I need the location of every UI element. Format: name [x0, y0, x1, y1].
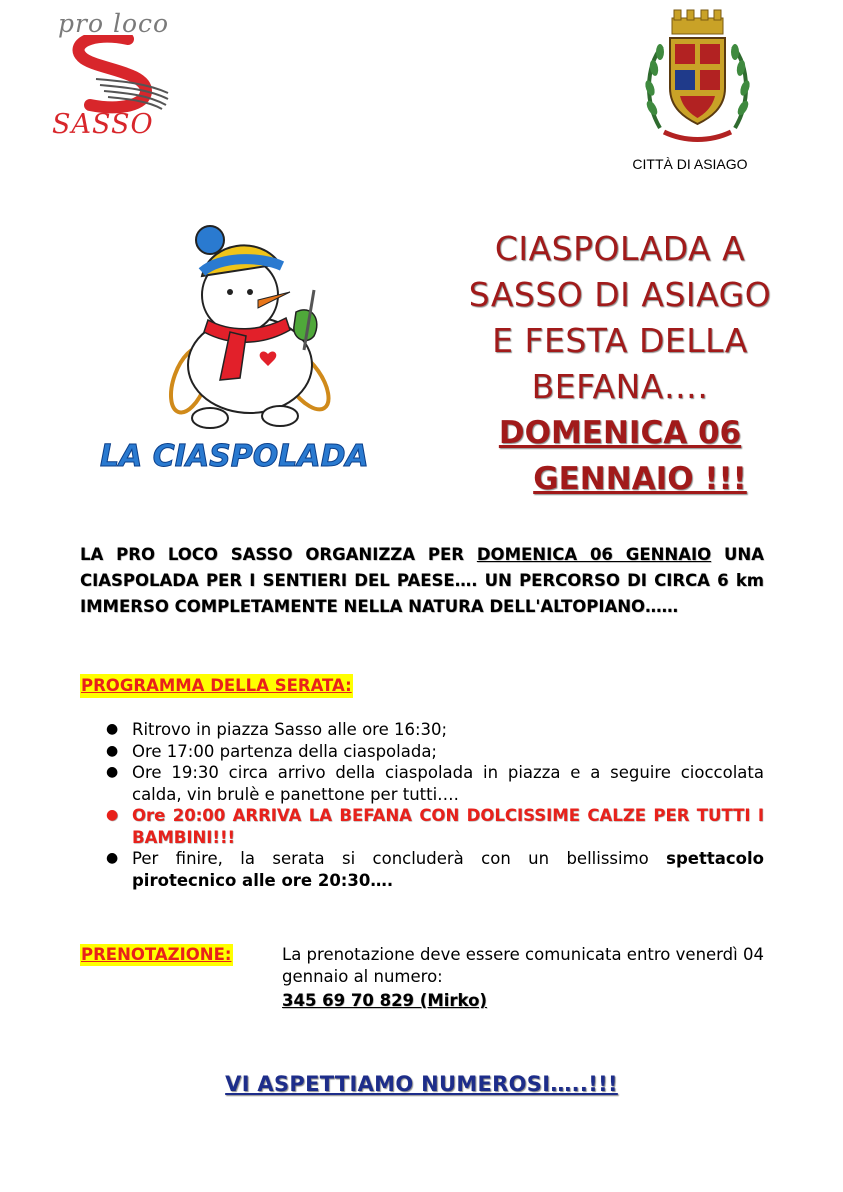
- list-item-text: Ore 20:00 ARRIVA LA BEFANA CON DOLCISSIME CALZE PER TUTTI I BAMBINI!!!: [132, 806, 764, 847]
- intro-paragraph: [80, 542, 764, 620]
- booking-phone: 345 69 70 829 (Mirko): [282, 991, 487, 1010]
- bullet-icon: ●: [106, 850, 119, 866]
- bullet-icon: ●: [106, 764, 119, 780]
- bullet-icon: ●: [106, 721, 119, 737]
- ciaspolada-brand-text: LA CIASPOLADA: [100, 439, 369, 474]
- list-item-bold-text: spettacolo pirotecnico alle ore 20:30….: [132, 849, 764, 890]
- ciaspolada-mascot-logo: [90, 220, 410, 490]
- list-item: [104, 848, 764, 891]
- list-item-text: Ritrovo in piazza Sasso alle ore 16:30;: [132, 720, 448, 739]
- list-item: [104, 719, 764, 741]
- title-date-line-1: DOMENICA 06: [498, 415, 742, 451]
- logo-top-text: pro loco: [58, 9, 170, 38]
- intro-date: DOMENICA 06 GENNAIO: [476, 545, 712, 564]
- logo-bottom-text: SASSO: [52, 109, 154, 140]
- bullet-icon: ●: [106, 742, 119, 759]
- title-line-4: BEFANA….: [531, 367, 709, 406]
- closing-line: VI ASPETTIAMO NUMEROSI…..!!!: [225, 1072, 618, 1096]
- list-item-text: Ore 19:30 circa arrivo della ciaspolada in piazza e a seguire cioccolata calda, vin brulè e panettone per tutti….: [132, 763, 764, 804]
- title-line-1: CIASPOLADA A: [494, 229, 746, 268]
- title-line-3: E FESTA DELLA: [492, 321, 748, 360]
- booking-label: PRENOTAZIONE:: [81, 945, 232, 964]
- list-item: [104, 741, 764, 763]
- city-label: CITTÀ DI ASIAGO: [632, 156, 748, 172]
- title-date-line-2: GENNAIO !!!: [533, 461, 747, 497]
- coat-of-arms-icon: [640, 8, 755, 148]
- list-item-text: Per finire, la serata si concluderà con un bellissimo: [132, 849, 667, 868]
- snowman-icon: [90, 220, 410, 490]
- bullet-icon: ●: [106, 807, 119, 823]
- title-line-2: SASSO DI ASIAGO: [468, 275, 772, 314]
- proloco-sasso-logo: [50, 5, 180, 140]
- list-item-text: Ore 17:00 partenza della ciaspolada;: [132, 741, 437, 761]
- list-item: [104, 762, 764, 805]
- intro-text-2: UNA CIASPOLADA PER I SENTIERI DEL PAESE…. UN PERCORSO DI CIRCA 6 km IMMERSO COMPLETAMENTE NELLA NATURA DELL'ALTOPIANO……: [80, 545, 764, 616]
- intro-text-1: LA PRO LOCO SASSO ORGANIZZA PER: [80, 545, 477, 564]
- program-list: [104, 719, 764, 891]
- program-heading: PROGRAMMA DELLA SERATA:: [80, 674, 353, 698]
- list-item: [104, 805, 764, 848]
- event-title: [410, 226, 830, 502]
- logo-s-swoosh-icon: [50, 35, 180, 115]
- booking-text: La prenotazione deve essere comunicata entro venerdì 04 gennaio al numero:: [282, 945, 764, 986]
